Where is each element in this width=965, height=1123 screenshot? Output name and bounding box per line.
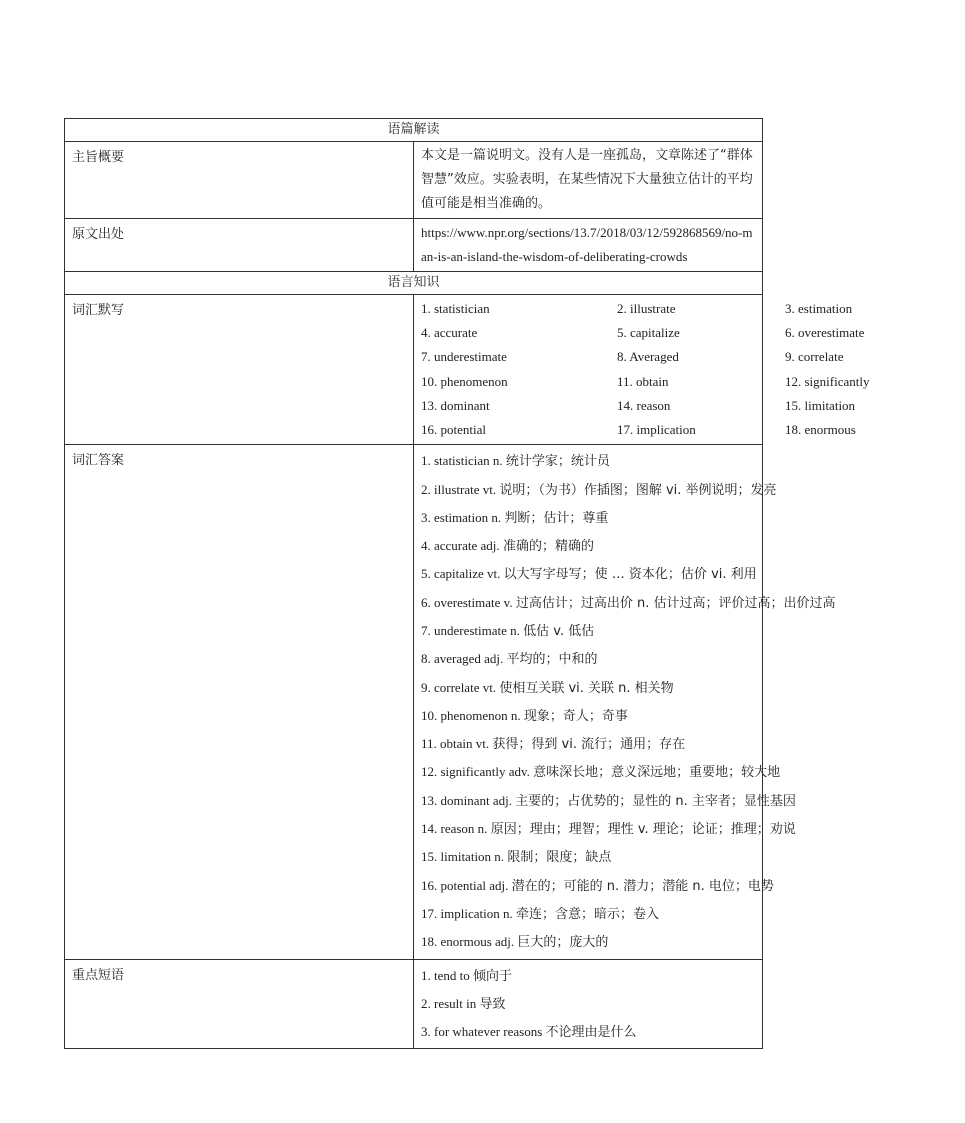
answers-cell [414,445,836,959]
vocab-item: 10. phenomenon [421,373,508,389]
section-title-reading: 语篇解读 [65,119,763,142]
answer-item-word: 17. implication n. [421,905,516,921]
answer-item-definition: 过高估计；过高出价 n. 估计过高；评价过高；出价过高 [515,595,836,611]
answer-item-word: 15. limitation n. [421,849,508,865]
phrases-label: 重点短语 [65,959,414,1049]
dictation-label: 词汇默写 [65,295,414,445]
answers-row [65,445,763,959]
answer-item [421,504,755,532]
dictation-cell [414,295,870,445]
answer-item-word: 10. phenomenon n. [421,707,524,723]
phrases-row [65,959,763,1049]
answer-item [421,758,781,786]
phrases-list [421,962,755,1047]
answer-item-word: 18. enormous adj. [421,934,518,950]
answer-item-definition: 低估 v. 低估 [523,624,595,639]
summary-cell [414,142,763,219]
worksheet-table [64,118,870,1049]
answer-item [421,843,755,871]
vocab-item: 5. capitalize [617,325,680,341]
answer-item-word: 4. accurate adj. [421,538,503,554]
answer-item [421,617,755,645]
vocab-item: 6. overestimate [785,325,865,341]
answer-item-definition: 潜在的；可能的 n. 潜力；潜能 n. 电位；电势 [511,878,774,894]
vocab-item: 9. correlate [785,349,844,365]
answer-item-word: 12. significantly adv. [421,764,534,780]
answer-item [421,589,836,617]
answer-item-word: 6. overestimate v. [421,594,516,610]
phrase-item-word: 1. tend to [421,967,473,983]
answer-item-word: 13. dominant adj. [421,792,516,808]
answer-item [421,532,755,560]
answer-item-word: 16. potential adj. [421,877,512,893]
answer-item-word: 5. capitalize vt. [421,566,504,582]
answer-item-word: 14. reason n. [421,821,491,837]
answer-item [421,702,755,730]
answer-item [421,815,796,843]
section-row-reading [65,119,763,142]
phrase-item [421,1018,755,1046]
answer-item-definition: 准确的；精确的 [502,539,594,555]
answer-item-definition: 获得；得到 vi. 流行；通用；存在 [492,737,686,753]
answer-item-word: 1. statistician n. [421,453,506,469]
vocab-item: 13. dominant [421,397,490,413]
source-cell [414,219,763,272]
answer-item-definition: 现象；奇人；奇事 [523,708,628,724]
vocab-item: 18. enormous [785,422,856,438]
answer-item-definition: 巨大的；庞大的 [517,935,609,951]
vocab-item: 3. estimation [785,301,853,316]
answer-item-definition: 意味深长地；意义深远地；重要地；较大地 [533,765,781,781]
phrase-item-definition: 不论理由是什么 [545,1025,637,1041]
vocab-item: 11. obtain [617,373,669,389]
summary-row [65,142,763,219]
vocab-item: 17. implication [617,422,696,438]
answer-item-definition: 主要的；占优势的；显性的 n. 主宰者；显性基因 [515,793,796,809]
answer-item [421,928,755,956]
answer-item [421,900,755,928]
answer-item-word: 9. correlate vt. [421,679,500,695]
vocab-item: 7. underestimate [421,349,507,365]
answer-item-word: 3. estimation n. [421,509,505,525]
answer-item-definition: 说明；（为书）作插图；图解 vi. 举例说明；发亮 [499,482,777,498]
vocab-item: 12. significantly [785,373,870,389]
answers-list [421,447,836,956]
phrases-cell [414,959,763,1049]
source-url: https://www.npr.org/sections/13.7/2018/03/12/592868569/no-man-is-an-island-the-wisdom-of-deliberating-crowds [421,225,753,264]
vocab-grid [421,297,870,442]
source-label: 原文出处 [65,219,414,272]
answer-item [421,787,796,815]
phrase-item [421,990,755,1018]
vocab-item: 1. statistician [421,301,490,316]
phrase-item [421,962,755,990]
answer-item-definition: 原因；理由；理智；理性 v. 理论；论证；推理；劝说 [490,822,796,838]
source-row [65,219,763,272]
vocab-item: 2. illustrate [617,301,676,316]
answer-item-definition: 使相互关联 vi. 关联 n. 相关物 [499,680,674,696]
answer-item [421,872,774,900]
summary-label: 主旨概要 [65,142,414,219]
dictation-row [65,295,763,445]
section-title-language: 语言知识 [65,272,763,295]
phrase-item-word: 3. for whatever reasons [421,1024,546,1040]
answer-item-word: 8. averaged adj. [421,651,507,667]
answer-item [421,730,755,758]
answer-item [421,674,755,702]
answer-item-word: 7. underestimate n. [421,623,524,638]
section-row-language [65,272,763,295]
vocab-item: 15. limitation [785,397,856,413]
answer-item-word: 2. illustrate vt. [421,481,500,497]
worksheet [64,118,870,1049]
phrase-item-definition: 倾向于 [473,968,513,984]
vocab-item: 14. reason [617,397,671,413]
answer-item-word: 11. obtain vt. [421,736,493,752]
answer-item-definition: 牵连；含意；暗示；卷入 [515,906,659,922]
answer-item [421,645,755,673]
answer-item-definition: 判断；估计；尊重 [504,510,609,526]
answer-item [421,447,755,475]
vocab-item: 4. accurate [421,325,478,341]
answer-item-definition: 统计学家；统计员 [505,454,610,470]
answer-item-definition: 限制；限度；缺点 [507,850,612,866]
vocab-item: 16. potential [421,422,486,438]
phrase-item-definition: 导致 [479,996,506,1012]
answers-label: 词汇答案 [65,445,414,959]
answer-item [421,476,777,504]
phrase-item-word: 2. result in [421,995,480,1011]
answer-item-definition: 平均的；中和的 [506,652,598,668]
summary-text: 本文是一篇说明文。没有人是一座孤岛，文章陈述了“群体智慧”效应。实验表明，在某些情况下大量独立估计的平均值可能是相当准确的。 [421,148,753,211]
vocab-item: 8. Averaged [617,349,679,365]
answer-item [421,560,755,588]
answer-item-definition: 以大写字母写；使 … 资本化；估价 vi. 利用 [503,567,757,583]
